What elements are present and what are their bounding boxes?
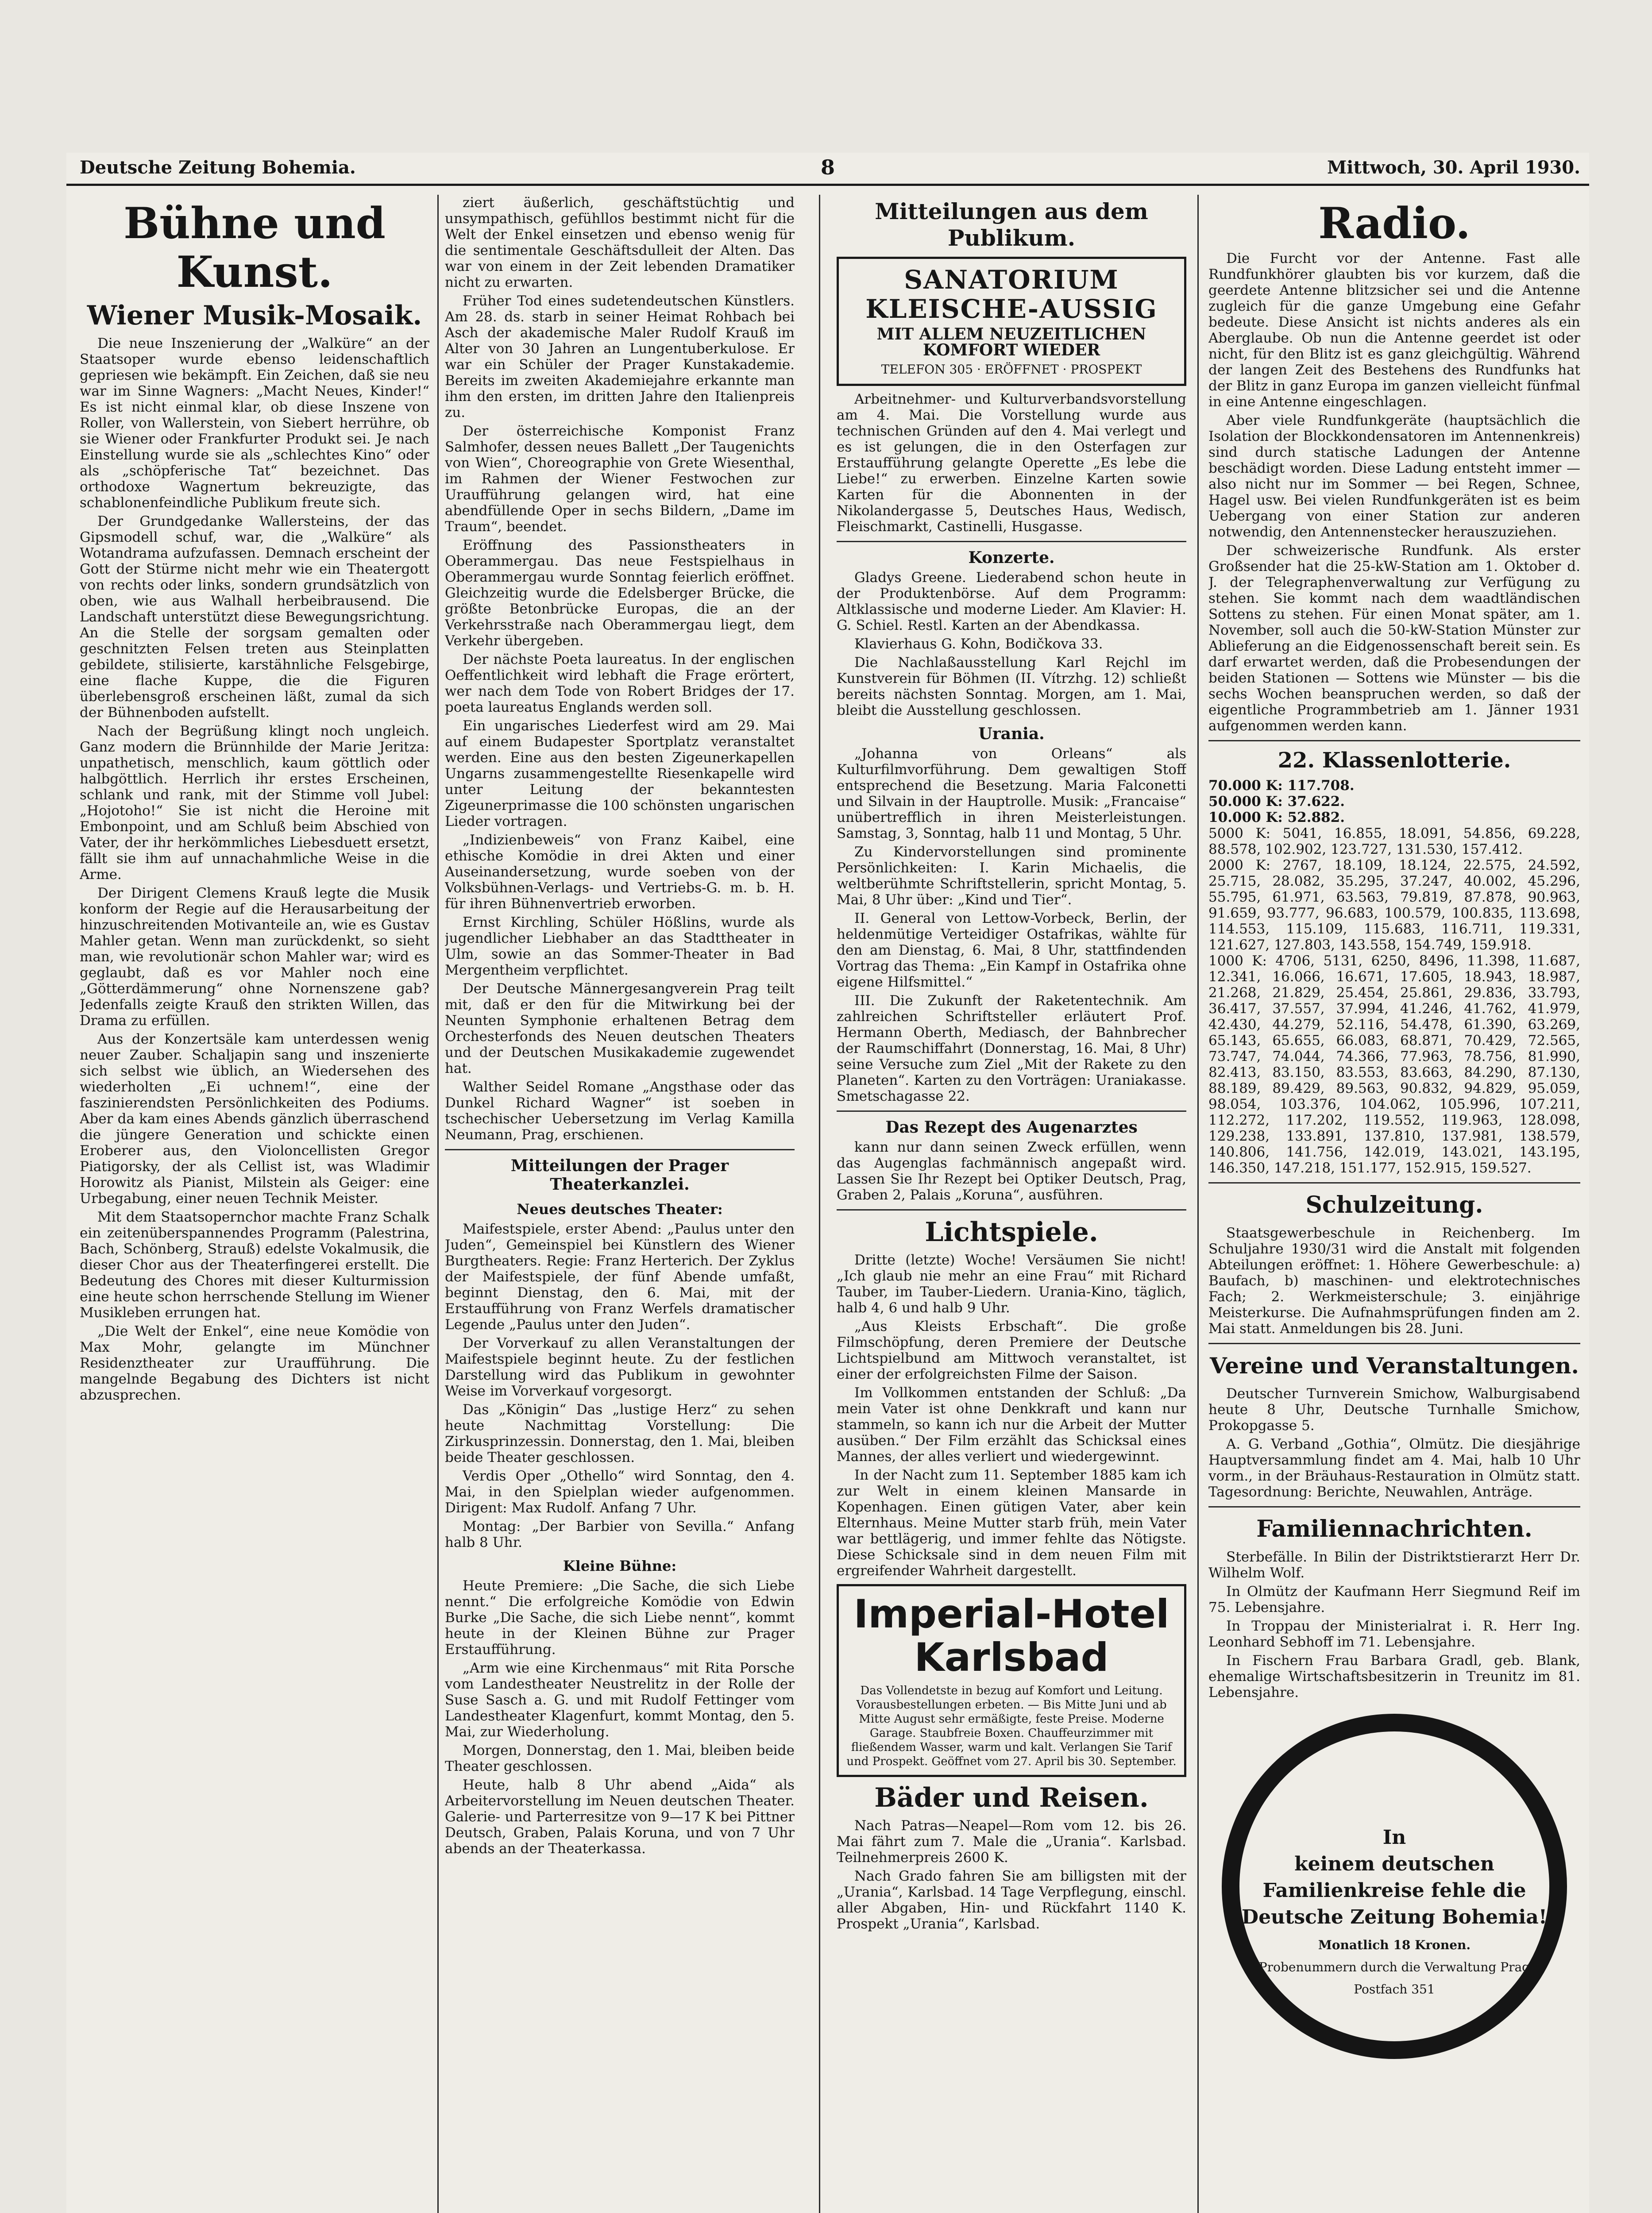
news-item: Der nächste Poeta laureatus. In der englischen Oeffentlichkeit wird lebhaft die Frage erörtert, wer nach dem Tode von Robert Bridges der 17. poeta laureatus Englands werden soll. [445,652,795,715]
divider [1208,1506,1580,1507]
circle-ad-line: keinem deutschen [1294,1853,1494,1875]
divider [837,1110,1186,1112]
news-item: Der österreichische Komponist Franz Salmhofer, dessen neues Ballett „Der Taugenichts von Wien“, Choreographie von Grete Wiesenthal, im Rahmen der Wiener Festwochen zur Uraufführung gelangen wird, hat eine abendfüllende Oper in sechs Bildern, „Dame im Traum“, beendet. [445,423,795,535]
concerts-title: Konzerte. [968,548,1055,567]
theater-notices-subtitle: Neues deutsches Theater: [517,1201,723,1218]
column-culture-news [445,195,795,2213]
article-paragraph: Nach der Begrüßung klingt noch ungleich. Ganz modern die Brünnhilde der Marie Jeritza: unpathetisch, menschlich, kaum göttlich oder halbgöttlich. Herrlich ihr erstes Erscheinen, schlank und rank, mit der Stimme voll Jubel: „Hojotoho!“ Sie ist nicht die Heroine mit Embonpoint, und am Schluß beim Abschied von Vater, der ihr herkömmliches Liebesduett ersetzt, fällt sie ihm auf unnachahmliche Weise in die Arme. [80,723,429,883]
news-item: Früher Tod eines sudetendeutschen Künstlers. Am 28. ds. starb in seiner Heimat Rohbach bei Asch der akademische Maler Rudolf Krauß im Alter von 30 Jahren an Lungentuberkulose. Er war ein Schüler der Prager Kunstakademie. Bereits im zweiten Akademiejahre erkannte man ihm den ersten, im dritten Jahre den Italienpreis zu. [445,293,795,420]
hotel-name: Imperial-Hotel [853,1591,1170,1637]
lottery-row: 1000 K: 4706, 5131, 6250, 8496, 11.398, 11.687, 12.341, 16.066, 16.671, 17.605, 18.943, 18.987, 21.268, 21.829, 25.454, 25.861, 29.836, 33.793, 36.417, 37.557, 37.994, 41.246, 41.762, 41.979, 42.430, 44.279, 52.116, 54.478, 61.390, 63.269, 65.143, 65.655, 66.083, 68.871, 70.429, 72.565, 73.747, 74.044, 74.366, 77.963, 78.756, 81.990, 82.413, 83.150, 83.553, 83.663, 84.290, 87.130, 88.189, 89.429, 89.563, 90.832, 94.829, 95.059, 98.054, 103.376, 104.062, 105.996, 107.211, 112.272, 117.202, 119.552, 119.963, 128.098, 129.238, 133.891, 137.810, 137.981, 138.579, 140.806, 141.756, 142.019, 143.021, 143.195, 146.350, 147.218, 151.177, 152.915, 159.527. [1208,953,1580,1176]
article-paragraph: Aus der Konzertsäle kam unterdessen wenig neuer Zauber. Schaljapin sang und inszenierte sich selbst wie üblich, an Wiedersehen des wiederholten „Ei uchnem!“, eine der faszinierendsten Persönlichkeiten des Podiums. Aber da kam eines Abends gänzlich überraschend die jüngere Generation und schickte einen Eroberer aus, den Violoncellisten Gregor Piatigorsky, der als Cellist ist, was Wladimir Horowitz als Pianist, Milstein als Geiger: eine Urbegabung, einer neuen Technik Meister. [80,1031,429,1207]
concert-item: Die Nachlaßausstellung Karl Rejchl im Kunstverein für Böhmen (II. Vítrzhg. 12) schließt bereits nächsten Sonntag. Morgen, am 1. Mai, bleibt die Ausstellung geschlossen. [837,655,1186,718]
cinema-item: „Aus Kleists Erbschaft“. Die große Filmschöpfung, deren Premiere der Deutsche Lichtspielbund am Mittwoch veranstaltet, ist einer der erfolgreichsten Filme der Saison. [837,1319,1186,1382]
circle-ad-sample: Probenummern durch die Verwaltung Prag [1258,1960,1530,1974]
masthead [66,153,1589,186]
theater-notice: Maifestspiele, erster Abend: „Paulus unter den Juden“, Gemeinspiel bei Künstlern des Wiener Burgtheaters. Regie: Franz Herterich. Der Zyklus der Maifestspiele, der fünf Abende umfaßt, beginnt Dienstag, den 6. Mai, mit der Erstaufführung von Franz Werfels dramatischer Legende „Paulus unter den Juden“. [445,1221,795,1333]
sanatorium-name: SANATORIUM KLEISCHE-AUSSIG [865,265,1158,324]
travel-item: Nach Patras—Neapel—Rom vom 12. bis 26. Mai fährt zum 7. Male die „Urania“. Karlsbad. Teilnehmerpreis 2600 K. [837,1818,1186,1866]
column-rule [819,195,820,2213]
urania-item: III. Die Zukunft der Raketentechnik. Am zahlreichen Schriftsteller erläutert Prof. Hermann Oberth, Mediasch, der Bahnbrecher der Raumschiffahrt (Donnerstag, 16. Mai, 8 Uhr) seine Versuche zum Ziel „Mit der Rakete zu den Planeten“. Karten zu den Vorträgen: Uraniakasse. Smetschagasse 22. [837,993,1186,1104]
club-item: Deutscher Turnverein Smichow, Walburgisabend heute 8 Uhr, Deutsche Turnhalle Smichow, Prokopgasse 5. [1208,1386,1580,1434]
notice-item: Arbeitnehmer- und Kulturverbandsvorstellung am 4. Mai. Die Vorstellung wurde aus technischen Gründen auf den 4. Mai verlegt und es ist gelungen, die in den Osterfagen zur Erstaufführung gelangte Operette „Es lebe die Liebe!“ zu erwerben. Einzelne Karten sowie Karten für die Abonnenten in der Nikolandergasse 5, Deutsches Haus, Wedisch, Fleischmarkt, Castinelli, Husgasse. [837,391,1186,535]
column-radio-misc [1208,195,1580,2213]
theater-notice: Montag: „Der Barbier von Sevilla.“ Anfang halb 8 Uhr. [445,1519,795,1550]
urania-title: Urania. [978,725,1045,743]
cinema-title: Lichtspiele. [925,1217,1098,1248]
news-item: Der Deutsche Männergesangverein Prag teilt mit, daß er den für die Mitwirkung bei der Neunten Symphonie erhaltenen Betrag dem Orchesterfonds des Neuen deutschen Theaters und der Deutschen Musikakademie zugewendet hat. [445,981,795,1076]
divider [1208,1182,1580,1184]
family-item: Sterbefälle. In Bilin der Distriktstierarzt Herr Dr. Wilhelm Wolf. [1208,1549,1580,1581]
lottery-row: 50.000 K: 37.622. [1208,794,1345,810]
cinema-item: Im Vollkommen entstanden der Schluß: „Da mein Vater ist ohne Denkkraft und kann nur stammeln, so kann ich nur die Arbeit der Mutter ausüben.“ Der Film erzählt das Schicksal eines Mannes, der alles verliert und wiedergewinnt. [837,1385,1186,1465]
article-paragraph: „Die Welt der Enkel“, eine neue Komödie von Max Mohr, gelangte im Münchner Residenztheater zur Uraufführung. Die mangelnde Begabung des Dichters ist nicht abzusprechen. [80,1323,429,1403]
circle-ad-line: Deutsche Zeitung Bohemia! [1241,1906,1548,1928]
theater-notice: Der Vorverkauf zu allen Veranstaltungen der Maifestspiele beginnt heute. Zu der festlichen Darstellung wird das Publikum in gewohnter Weise im Vorverkauf vorgesorgt. [445,1335,795,1399]
optician-title: Das Rezept des Augenarztes [885,1118,1138,1137]
small-stage-notice: Heute Premiere: „Die Sache, die sich Liebe nennt.“ Die erfolgreiche Komödie von Edwin Burke „Die Sache, die sich Liebe nennt“, kommt heute in der Kleinen Bühne zur Prager Erstaufführung. [445,1578,795,1658]
radio-paragraph: Aber viele Rundfunkgeräte (hauptsächlich die Isolation der Blockkondensatoren im Antennenkreis) sind durch statische Ladungen der Antenne beschädigt worden. Diese Ladung entsteht immer — also nicht nur im Sommer — bei Regen, Schnee, Hagel usw. Bei vielen Rundfunkgeräten ist es beim Uebergang von einer Station zur anderen notwendig, den Antennenstecker herauszuziehen. [1208,413,1580,540]
divider [1208,1343,1580,1344]
article-title-vienna-music: Wiener Musik-Mosaik. [87,300,422,331]
lottery-row: 5000 K: 5041, 16.855, 18.091, 54.856, 69.228, 88.578, 102.902, 123.727, 131.530, 157.412. [1208,825,1580,857]
lottery-row: 70.000 K: 117.708. [1208,778,1355,794]
news-item: Ernst Kirchling, Schüler Hößlins, wurde als jugendlicher Liebhaber an das Stadttheater in Ulm, sowie an das Sommer-Theater in Bad Mergentheim verpflichtet. [445,914,795,978]
circle-ad-price: Monatlich 18 Kronen. [1318,1938,1471,1952]
column-stage-and-art [80,195,429,2213]
masthead-page-number: 8 [820,155,835,179]
news-item: „Indizienbeweis“ von Franz Kaibel, eine ethische Komödie in drei Akten und einer Auseinandersetzung, wurde soeben von der Volksbühnen-Verlags- und Vertriebs-G. m. b. H. für ihren Bühnenvertrieb erworben. [445,832,795,912]
clubs-title: Vereine und Veranstaltungen. [1210,1353,1579,1379]
family-item: In Olmütz der Kaufmann Herr Siegmund Reif im 75. Lebensjahre. [1208,1584,1580,1615]
divider [445,1149,795,1150]
family-item: In Troppau der Ministerialrat i. R. Herr Ing. Leonhard Sebhoff im 71. Lebensjahre. [1208,1618,1580,1650]
divider [837,1209,1186,1211]
urania-item: „Johanna von Orleans“ als Kulturfilmvorführung. Dem gewaltigen Stoff entsprechend die Besetzung. Maria Falconetti und Silvain in der Hauptrolle. Musik: „Francaise“ unübertrefflich in ihren Meisterleistungen. Samstag, 3, Sonntag, halb 11 und Montag, 5 Uhr. [837,746,1186,841]
theater-notices-title: Mitteilungen der Prager Theaterkanzlei. [510,1157,729,1194]
school-text: Staatsgewerbeschule in Reichenberg. Im Schuljahre 1930/31 wird die Anstalt mit folgenden Abteilungen eröffnet: 1. Höhere Gewerbeschule: a) Baufach, b) maschinen- und elektrotechnisches Fach; 2. Werkmeisterschule; 3. einjährige Meisterkurse. Die Aufnahmsprüfungen finden am 2. Mai statt. Anmeldungen bis 28. Juni. [1208,1225,1580,1337]
article-paragraph: Die neue Inszenierung der „Walküre“ an der Staatsoper wurde ebenso leidenschaftlich gepriesen wie bekämpft. Ein Zeichen, daß sie neu war im Sinne Wagners: „Macht Neues, Kinder!“ Es ist nicht einmal klar, ob diese Inszene von Roller, von Wallerstein, von Siebert herrühre, ob sie Wiener oder Frankfurter Produkt sei. Je nach Einstellung wurde sie als „schlechtes Kino“ oder als „schöpferische Tat“ bezeichnet. Das orthodoxe Wagnertum bekreuzigte, das schablonenfeindliche Publikum freute sich. [80,335,429,511]
masthead-date: Mittwoch, 30. April 1930. [1327,157,1580,178]
small-stage-notice: Heute, halb 8 Uhr abend „Aida“ als Arbeitervorstellung im Neuen deutschen Theater. Galerie- und Parterresitze von 9—17 K bei Pittner Deutsch, Graben, Palais Koruna, und von 7 Uhr abends an der Theaterkassa. [445,1777,795,1857]
column-public-notices [837,195,1186,2213]
circle-ad-box: Postfach 351 [1354,1982,1435,1997]
hotel-advertisement [837,1584,1186,1777]
family-title: Familiennachrichten. [1256,1515,1532,1542]
divider [1208,740,1580,741]
column-rule [1197,195,1199,2213]
sanatorium-footer: TELEFON 305 · ERÖFFNET · PROSPEKT [881,362,1142,377]
theater-notice: Das „Königin“ Das „lustige Herz“ zu sehen heute Nachmittag Vorstellung: Die Zirkusprinzessin. Donnerstag, den 1. Mai, bleiben beide Theater geschlossen. [445,1402,795,1465]
theater-notice: Verdis Oper „Othello“ wird Sonntag, den 4. Mai, in den Spielplan wieder aufgenommen. Dirigent: Max Rudolf. Anfang 7 Uhr. [445,1468,795,1516]
article-paragraph: Der Grundgedanke Wallersteins, der das Gipsmodell schuf, war, die „Walküre“ als Wotandrama aufzufassen. Demnach erscheint der Gott der Stürme nicht mehr wie ein Theatergott von rechts oder links, sondern grundsätzlich von oben, wie aus Walhall herbeibrausend. Die Landschaft unterstützt diese Bewegungsrichtung. An die Stelle der sorgsam gemalten oder geschnitzten Felsen treten aus Steinplatten gebildete, stilisierte, karstähnliche Felsgebirge, eine flache Kuppe, die die Figuren überlebensgroß erscheinen läßt, zumal da sich der Bühnenboden aufstellt. [80,513,429,721]
small-stage-notice: „Arm wie eine Kirchenmaus“ mit Rita Porsche vom Landestheater Neustrelitz in der Rolle der Suse Sasch a. G. und mit Rudolf Fettinger vom Landestheater Klagenfurt, kommt Montag, den 5. Mai, zur Wiederholung. [445,1660,795,1740]
divider [837,541,1186,542]
lottery-row: 10.000 K: 52.882. [1208,810,1345,825]
concert-item: Gladys Greene. Liederabend schon heute in der Produktenbörse. Auf dem Programm: Altklassische und moderne Lieder. Am Klavier: H. G. Schiel. Restl. Karten an der Abendkassa. [837,570,1186,633]
travel-title: Bäder und Reisen. [874,1782,1149,1813]
circle-ad-line: In [1382,1826,1406,1849]
news-item: Walther Seidel Romane „Angsthase oder das Dunkel Richard Wagner“ ist soeben in tschechischer Uebersetzung im Verlag Kamilla Neumann, Prag, erschienen. [445,1079,795,1143]
sanatorium-advertisement [837,257,1186,386]
lottery-row: 2000 K: 2767, 18.109, 18.124, 22.575, 24.592, 25.715, 28.082, 35.295, 37.247, 40.002, 45.296, 55.795, 61.971, 63.563, 79.819, 87.878, 90.963, 91.659, 93.777, 96.683, 100.579, 100.835, 113.698, 114.553, 115.109, 115.683, 116.711, 119.331, 121.627, 127.803, 143.558, 154.749, 159.918. [1208,857,1580,953]
subscription-circle-ad [1222,1714,1567,2059]
section-title-stage-art: Bühne und Kunst. [124,198,386,297]
news-item: ziert äußerlich, geschäftstüchtig und unsympathisch, gefühllos bestimmt nicht für die Welt der Enkel einsetzen und ebenso wenig für die sentimentale Geschäftsdulleit der Alten. Das war von einem in der Zeit lebenden Dramatiker nicht zu erwarten. [445,195,795,290]
radio-title: Radio. [1318,198,1471,248]
news-item: Eröffnung des Passionstheaters in Oberammergau. Das neue Festspielhaus in Oberammergau wurde Sonntag feierlich eröffnet. Gleichzeitig wurde die Edelsberger Brücke, die größte Betonbrücke Europas, die an der Verkehrsstraße nach Oberammergau liegt, dem Verkehr übergeben. [445,537,795,649]
lottery-title: 22. Klassenlotterie. [1278,748,1511,773]
urania-item: Zu Kindervorstellungen sind prominente Persönlichkeiten: I. Karin Michaelis, die weltberühmte Schriftstellerin, spricht Montag, 5. Mai, 8 Uhr über: „Kind und Tier“. [837,844,1186,908]
article-paragraph: Der Dirigent Clemens Krauß legte die Musik konform der Regie auf die Herausarbeitung der hinzuschreitenden Motivanteile an, wie es Gustav Mahler getan. Wenn man zurückdenkt, so sieht man, wie revolutionär schon Mahler war; wird es geglaubt, daß es vor Mahler noch eine „Götterdämmerung“ ohne Nornenszene gab? Jedenfalls zeigte Krauß den strikten Willen, das Drama zu erfüllen. [80,885,429,1029]
masthead-paper-name: Deutsche Zeitung Bohemia. [80,157,356,178]
family-item: In Fischern Frau Barbara Gradl, geb. Blank, ehemalige Wirtschaftsbesitzerin in Treunitz im 81. Lebensjahre. [1208,1653,1580,1700]
circle-ad-line: Familienkreise fehle die [1262,1879,1526,1902]
article-paragraph: Mit dem Staatsopernchor machte Franz Schalk ein zeitenüberspannendes Programm (Palestrina, Bach, Schönberg, Strauß) edelste Vokalmusik, die dieser Chor aus der Theaterfingerei erstellt. Die Bedeutung des Chores mit dieser Kulturmission eine heute schon herrschende Stellung im Wiener Musikleben errungen hat. [80,1209,429,1321]
urania-item: II. General von Lettow-Vorbeck, Berlin, der heldenmütige Verteidiger Ostafrikas, wählte für den am Dienstag, 6. Mai, 8 Uhr, stattfindenden Vortrag das Thema: „Ein Kampf in Ostafrika ohne eigene Hilfsmittel.“ [837,910,1186,990]
column-rule [437,195,439,2213]
concert-item: Klavierhaus G. Kohn, Bodičkova 33. [854,636,1103,652]
hotel-details: Das Vollendetste in bezug auf Komfort und Leitung. Vorausbestellungen erbeten. — Bis Mitte Juni und ab Mitte August sehr ermäßigte, feste Preise. Moderne Garage. Staubfreie Boxen. Chauffeurzimmer mit fließendem Wasser, warm und kalt. Verlangen Sie Tarif und Prospekt. Geöffnet vom 27. April bis 30. September. [846,1684,1177,1768]
lottery-results [1208,778,1580,1176]
small-stage-notice: Morgen, Donnerstag, den 1. Mai, bleiben beide Theater geschlossen. [445,1743,795,1774]
section-title-public-notices: Mitteilungen aus dem Publikum. [875,198,1148,251]
hotel-city: Karlsbad [914,1635,1109,1680]
cinema-item: Dritte (letzte) Woche! Versäumen Sie nicht! „Ich glaub nie mehr an eine Frau“ mit Richard Tauber, im Tauber-Liedern. Urania-Kino, täglich, halb 4, 6 und halb 9 Uhr. [837,1252,1186,1316]
optician-text: kann nur dann seinen Zweck erfüllen, wenn das Augenglas fachmännisch angepaßt wird. Lassen Sie Ihr Rezept bei Optiker Deutsch, Prag, Graben 2, Palais „Koruna“, ausführen. [837,1139,1186,1203]
club-item: A. G. Verband „Gothia“, Olmütz. Die diesjährige Hauptversammlung findet am 4. Mai, halb 10 Uhr vorm., in der Bräuhaus-Restauration in Olmütz statt. Tagesordnung: Berichte, Neuwahlen, Anträge. [1208,1436,1580,1500]
radio-paragraph: Die Furcht vor der Antenne. Fast alle Rundfunkhörer glaubten bis vor kurzem, daß die geerdete Antenne blitzsicher sei und die Antenne zugleich für die ganze Umgebung eine Gefahr bedeute. Diese Ansicht ist nichts anderes als ein Aberglaube. Ob nun die Antenne geerdet ist oder nicht, für den Blitz ist es ganz gleichgültig. Während der langen Zeit des Bestehens des Rundfunks hat der Blitz in ganz Europa im ganzen vielleicht fünfmal in eine Antenne eingeschlagen. [1208,251,1580,410]
cinema-item: In der Nacht zum 11. September 1885 kam ich zur Welt in einem kleinen Mansarde in Kopenhagen. Einen gütigen Vater, aber kein Elternhaus. Meine Mutter starb früh, mein Vater war bettlägerig, und immer fehlte das Nötigste. Diese Schicksale sind in dem neuen Film mit ergreifender Wahrheit dargestellt. [837,1467,1186,1579]
news-item: Ein ungarisches Liederfest wird am 29. Mai auf einem Budapester Sportplatz veranstaltet werden. Eine aus den besten Zigeunerkapellen Ungarns zusammengestellte Riesenkapelle wird unter Leitung der bekanntesten Zigeunerprimasse die 100 schönsten ungarischen Lieder vortragen. [445,718,795,829]
small-stage-title: Kleine Bühne: [563,1558,677,1574]
radio-paragraph: Der schweizerische Rundfunk. Als erster Großsender hat die 25-kW-Station am 1. Oktober d. J. der Telegraphenverwaltung zur Verfügung zu stehen. Sie kommt nach dem waadtländischen Sottens zu stehen. Für einen Monat später, am 1. November, soll auch die 50-kW-Station Münster zur Ablieferung an die Eidgenossenschaft bereit sein. Es darf erwartet werden, daß die Probesendungen der beiden Stationen — Sottens wie Münster — bis die sechs Wochen beanspruchen werden, so daß der eigentliche Programmbetrieb am 1. Jänner 1931 aufgenommen werden kann. [1208,543,1580,734]
sanatorium-tagline: MIT ALLEM NEUZEITLICHEN KOMFORT WIEDER [876,325,1146,359]
newspaper-page [66,153,1589,2213]
travel-item: Nach Grado fahren Sie am billigsten mit der „Urania“, Karlsbad. 14 Tage Verpflegung, einschl. aller Abgaben, Hin- und Rückfahrt 1140 K. Prospekt „Urania“, Karlsbad. [837,1868,1186,1932]
school-title: Schulzeitung. [1305,1191,1483,1218]
